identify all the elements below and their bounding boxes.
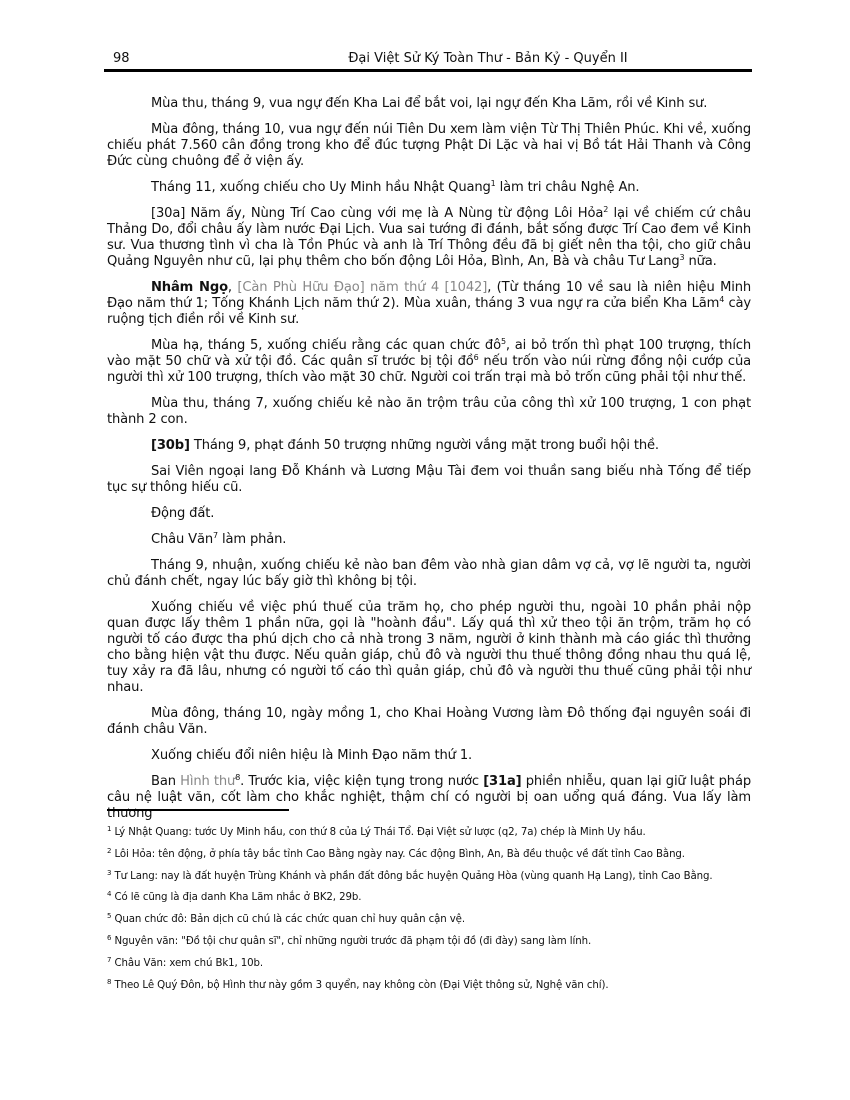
footnote-ref[interactable]: 5 — [500, 337, 506, 346]
footnotes — [107, 826, 751, 1000]
paragraph-text: Tháng 9, phạt đánh 50 trượng những người vắng mặt trong buổi hội thề. — [189, 438, 659, 453]
paragraph-text: làm tri châu Nghệ An. — [495, 180, 640, 195]
footnote — [107, 870, 751, 883]
footnote-text: Châu Văn: xem chú Bk1, 10b. — [114, 957, 264, 969]
paragraph — [107, 280, 751, 328]
folio-marker: [30b] — [151, 438, 190, 453]
paragraph-text: . Trước kia, việc kiện tụng trong nước — [240, 774, 484, 789]
hinh-thu-link[interactable]: Hình thư — [180, 774, 236, 789]
paragraph — [107, 96, 751, 112]
footnote-ref[interactable]: 2 — [603, 205, 609, 214]
running-title: Đại Việt Sử Ký Toàn Thư - Bản Kỷ - Quyển II — [348, 51, 628, 66]
era-link[interactable]: [Càn Phù Hữu Đạo] năm thứ 4 [1042] — [237, 280, 488, 295]
paragraph — [107, 338, 751, 386]
paragraph-text: Tháng 9, nhuận, xuống chiếu kẻ nào ban đêm vào nhà gian dâm vợ cả, vợ lẽ người ta, người chủ đánh chết, ngay lúc bấy giờ thì không bị tội. — [107, 558, 751, 589]
paragraph-text: Châu Văn — [151, 532, 214, 547]
footnote — [107, 848, 751, 861]
paragraph-text: cày ruộng tịch điền rồi về Kinh sư. — [107, 296, 751, 327]
paragraph-text: nếu trốn vào núi rừng đồng nội cướp của người thì xử 100 trượng, thích vào mặt 30 chữ. Người coi trấn trại mà bỏ trốn cũng phải tội như thế. — [107, 354, 751, 385]
footnote-number: 4 — [107, 890, 112, 899]
paragraph-text: làm phản. — [217, 532, 287, 547]
paragraph-text: , ai bỏ trốn thì phạt 100 trượng, thích vào mặt 50 chữ và xử tội đồ. Các quân sĩ trước bị tội đồ — [107, 338, 751, 369]
paragraph — [107, 438, 751, 454]
paragraph — [107, 558, 751, 590]
footnote — [107, 979, 751, 992]
footnote-number: 2 — [107, 846, 112, 855]
footnote-ref[interactable]: 4 — [719, 295, 725, 304]
footnote-text: Lý Nhật Quang: tước Uy Minh hầu, con thứ 8 của Lý Thái Tổ. Đại Việt sử lược (q2, 7a) chép là Minh Uy hầu. — [114, 827, 646, 838]
paragraph — [107, 774, 751, 822]
footnote-text: Lôi Hỏa: tên động, ở phía tây bắc tỉnh Cao Bằng ngày nay. Các động Bình, An, Bà đều thuộc về đất tỉnh Cao Bằng. — [114, 848, 685, 860]
footnote-number: 3 — [107, 868, 112, 877]
year-heading: Nhâm Ngọ — [151, 280, 228, 295]
paragraph-text: Tháng 11, xuống chiếu cho Uy Minh hầu Nhật Quang — [151, 180, 491, 195]
footnote-ref[interactable]: 6 — [473, 353, 479, 362]
footnote-divider — [107, 809, 289, 811]
footnote-number: 6 — [107, 933, 112, 942]
paragraph — [107, 396, 751, 428]
footnote-number: 5 — [107, 912, 112, 921]
paragraph-text: Mùa thu, tháng 9, vua ngự đến Kha Lai để bắt voi, lại ngự đến Kha Lãm, rồi về Kinh sư. — [151, 96, 708, 111]
footnote — [107, 826, 751, 839]
paragraph-text: , (Từ tháng 10 về sau là niên hiệu Minh Đạo năm thứ 1; Tống Khánh Lịch năm thứ 2). Mùa xuân, tháng 3 vua ngự ra cửa biển Kha Lãm — [107, 280, 751, 311]
paragraph — [107, 600, 751, 696]
paragraph — [107, 206, 751, 270]
paragraph — [107, 180, 751, 196]
paragraph-text: Xuống chiếu đổi niên hiệu là Minh Đạo năm thứ 1. — [151, 748, 473, 763]
footnote-ref[interactable]: 7 — [213, 531, 218, 540]
paragraph-text: [30a] Năm ấy, Nùng Trí Cao cùng với mẹ là A Nùng từ động Lôi Hỏa — [151, 206, 604, 221]
footnote — [107, 891, 751, 904]
footnote-text: Có lẽ cũng là địa danh Kha Lãm nhắc ở BK2, 29b. — [114, 892, 362, 904]
paragraph-text: Sai Viên ngoại lang Đỗ Khánh và Lương Mậu Tài đem voi thuần sang biếu nhà Tống để tiếp tục sự thông hiếu cũ. — [107, 464, 751, 495]
paragraph — [107, 748, 751, 764]
footnote-ref[interactable]: 8 — [235, 773, 241, 782]
paragraph — [107, 532, 751, 548]
paragraph-text: Mùa đông, tháng 10, ngày mồng 1, cho Khai Hoàng Vương làm Đô thống đại nguyên soái đi đánh châu Văn. — [107, 706, 751, 737]
body-text — [107, 96, 751, 832]
footnote-number: 1 — [107, 825, 112, 833]
footnote-text: Theo Lê Quý Đôn, bộ Hình thư này gồm 3 quyển, nay không còn (Đại Việt thông sử, Nghệ văn chí). — [114, 979, 609, 991]
paragraph-text: Mùa đông, tháng 10, vua ngự đến núi Tiên Du xem làm viện Từ Thị Thiên Phúc. Khi về, xuống chiếu phát 7.560 cân đồng trong kho để đúc tượng Phật Di Lặc và hai vị Bồ tát Hải Thanh và Công Đức cùng chuông để ở viện ấy. — [107, 122, 751, 169]
footnote-ref[interactable]: 3 — [679, 253, 685, 262]
footnote-text: Nguyên văn: "Đồ tội chư quân sĩ", chỉ những người trước đã phạm tội đồ (đi đày) sang làm lính. — [114, 935, 592, 947]
footnote — [107, 957, 751, 970]
paragraph-text: Mùa thu, tháng 7, xuống chiếu kẻ nào ăn trộm trâu của công thì xử 100 trượng, 1 con phạt thành 2 con. — [107, 396, 751, 427]
paragraph-text: lại về chiếm cứ châu Thảng Do, đổi châu ấy làm nước Đại Lịch. Vua sai tướng đi đánh, bắt sống được Trí Cao đem về Kinh sư. Vua thương tình vì cha là Tồn Phúc và anh là Trí Thông đều đã bị giết nên tha tội, cho giữ châu Quảng Nguyên như cũ, lại phụ thêm cho bốn động Lôi Hỏa, Bình, An, Bà và châu Tư Lang — [107, 206, 751, 269]
paragraph-text: Mùa hạ, tháng 5, xuống chiếu rằng các quan chức đô — [151, 338, 501, 353]
footnote-text: Quan chức đô: Bản dịch cũ chú là các chức quan chỉ huy quân cận vệ. — [114, 914, 465, 926]
footnote — [107, 913, 751, 926]
paragraph-text: Ban — [151, 774, 181, 789]
paragraph-text: Động đất. — [151, 506, 215, 521]
paragraph — [107, 706, 751, 738]
footnote-ref[interactable]: 1 — [490, 179, 496, 188]
paragraph-text: , — [227, 280, 238, 295]
footnote — [107, 935, 751, 948]
page-number: 98 — [113, 51, 130, 66]
folio-marker: [31a] — [483, 774, 522, 789]
paragraph — [107, 122, 751, 170]
paragraph-text: Xuống chiếu về việc phú thuế của trăm họ, cho phép người thu, ngoài 10 phần phải nộp quan được lấy thêm 1 phần nữa, gọi là "hoành đầu". Lấy quá thì xử theo tội ăn trộm, trăm họ có người tố cáo được tha phú dịch cho cả nhà trong 3 năm, người ở kinh thành mà cáo giác thì thưởng cho bằng hiện vật thu được. Nếu quản giáp, chủ đô và người thu thuế thông đồng nhau thu quá lệ, tuy xảy ra đã lâu, nhưng có người tố cáo thì quản giáp, chủ đô và người thu thuế cũng phải tội như nhau. — [107, 600, 751, 695]
paragraph — [107, 464, 751, 496]
paragraph-text: phiền nhiễu, quan lại giữ luật pháp câu nệ luật văn, cốt làm cho khắc nghiệt, thậm chí có người bị oan uổng quá đáng. Vua lấy làm thương — [107, 774, 751, 821]
paragraph — [107, 506, 751, 522]
footnote-number: 7 — [107, 955, 112, 964]
footnote-number: 8 — [107, 977, 112, 986]
paragraph-text: nữa. — [684, 254, 717, 269]
footnote-text: Tư Lang: nay là đất huyện Trùng Khánh và phần đất đông bắc huyện Quảng Hòa (vùng quanh Hạ Lang), tỉnh Cao Bằng. — [114, 870, 713, 882]
page-header — [104, 47, 752, 72]
